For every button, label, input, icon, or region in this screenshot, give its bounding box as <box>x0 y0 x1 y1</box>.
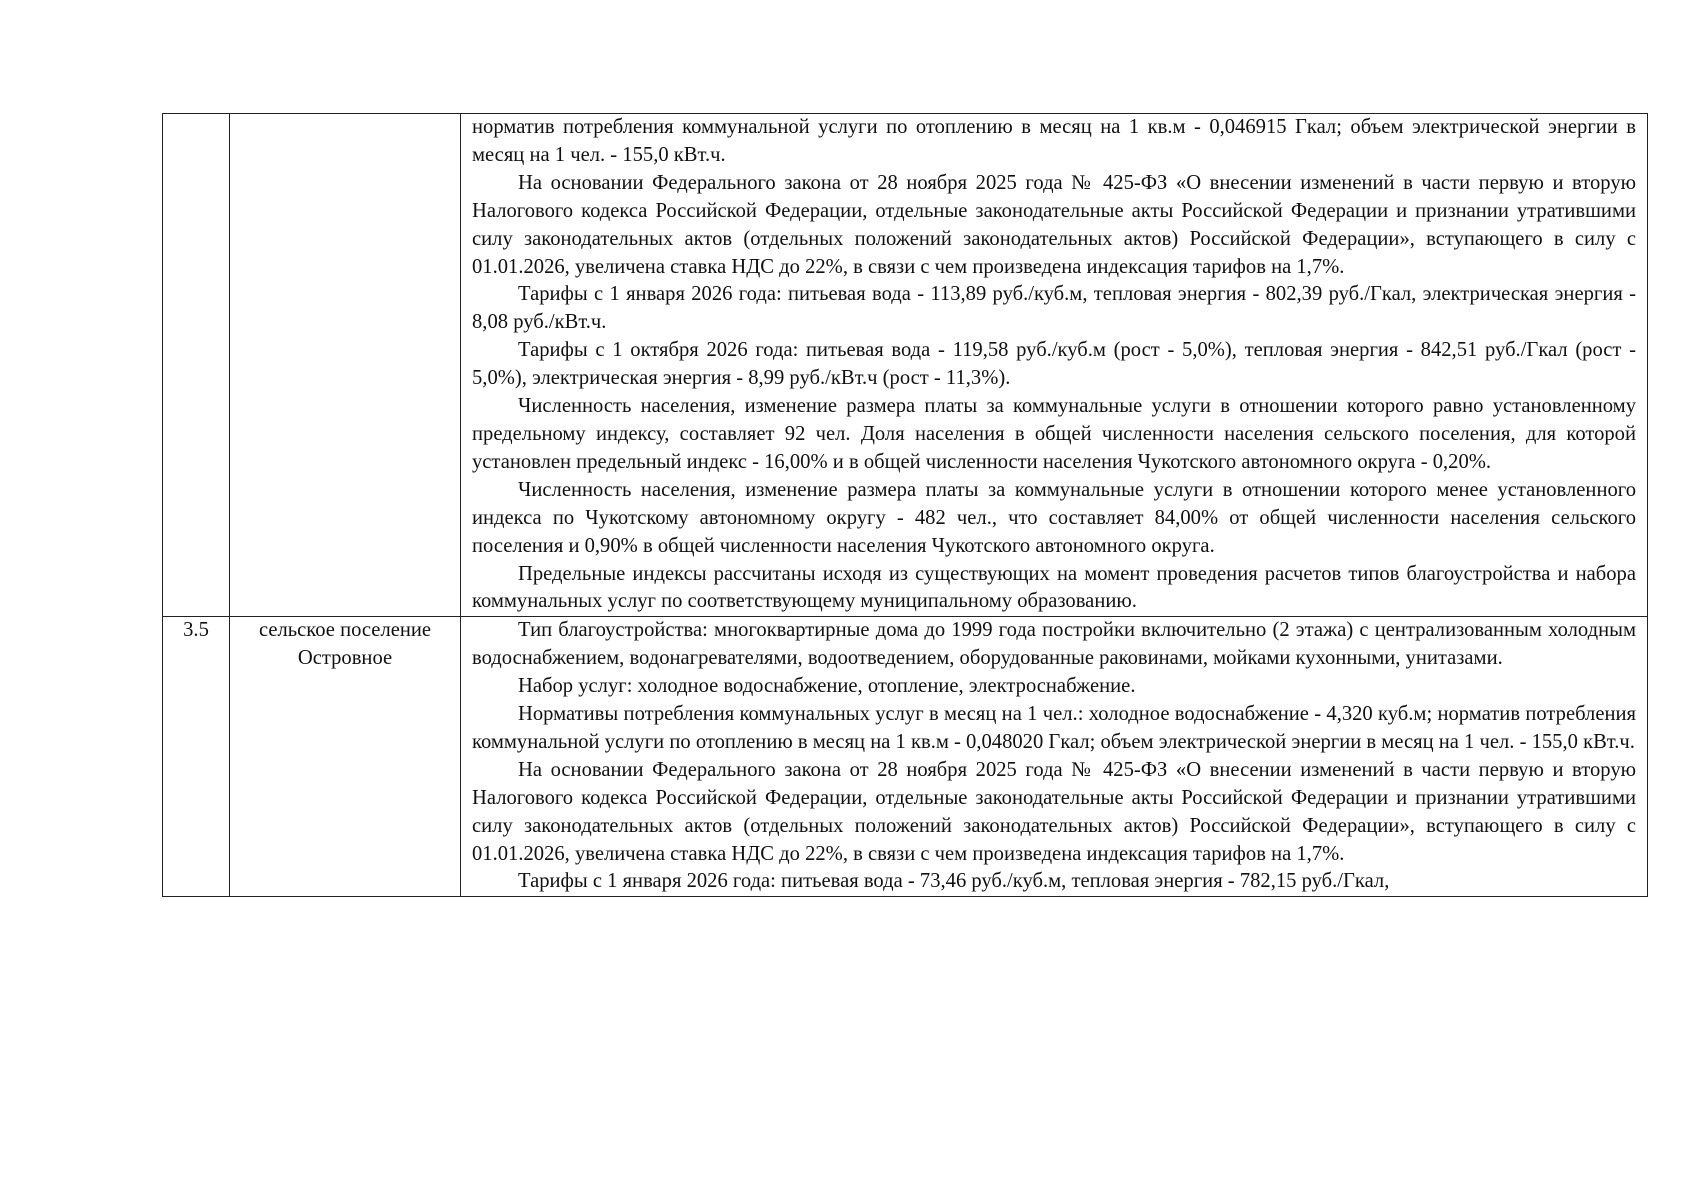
description-cell <box>461 114 1648 617</box>
paragraph: Тип благоустройства: многоквартирные дома до 1999 года постройки включительно (2 этажа) с централизованным холодным водоснабжением, водонагревателями, водоотведением, оборудованные раковинами, мойками кухонными, унитазами. <box>472 619 1636 670</box>
description-cell <box>461 617 1648 897</box>
settlement-name-cell <box>230 114 461 617</box>
paragraph: Тарифы с 1 января 2026 года: питьевая вода - 73,46 руб./куб.м, тепловая энергия - 782,15 руб./Гкал, <box>518 870 1390 893</box>
settlement-name: Островное <box>297 647 393 670</box>
table-row <box>163 617 1648 897</box>
paragraph: На основании Федерального закона от 28 ноября 2025 года № 425-ФЗ «О внесении изменений в части первую и вторую Налогового кодекса Российской Федерации, отдельные законодательные акты Российской Федерации и признании утратившими силу законодательных актов (отдельных положений законодательных актов) Российской Федерации», вступающего в силу с 01.01.2026, увеличена ставка НДС до 22%, в связи с чем произведена индексация тарифов на 1,7%. <box>472 758 1636 865</box>
row-number: 3.5 <box>183 619 209 642</box>
paragraph: Тарифы с 1 января 2026 года: питьевая вода - 113,89 руб./куб.м, тепловая энергия - 802,39 руб./Гкал, электрическая энергия - 8,08 руб./кВт.ч. <box>472 283 1636 334</box>
paragraph: Набор услуг: холодное водоснабжение, отопление, электроснабжение. <box>518 675 1136 698</box>
paragraph: Тарифы с 1 октября 2026 года: питьевая вода - 119,58 руб./куб.м (рост - 5,0%), тепловая энергия - 842,51 руб./Гкал (рост - 5,0%), электрическая энергия - 8,99 руб./кВт.ч (рост - 11,3%). <box>472 339 1636 390</box>
paragraph: На основании Федерального закона от 28 ноября 2025 года № 425-ФЗ «О внесении изменений в части первую и вторую Налогового кодекса Российской Федерации, отдельные законодательные акты Российской Федерации и признании утратившими силу законодательных актов (отдельных положений законодательных актов) Российской Федерации», вступающего в силу с 01.01.2026, увеличена ставка НДС до 22%, в связи с чем произведена индексация тарифов на 1,7%. <box>472 171 1636 278</box>
document-page <box>162 113 1636 897</box>
tariff-table <box>162 113 1648 897</box>
row-number-cell <box>163 114 230 617</box>
paragraph: Численность населения, изменение размера платы за коммунальные услуги в отношении которого менее установленного индекса по Чукотскому автономному округу - 482 чел., что составляет 84,00% от общей численности населения сельского поселения и 0,90% в общей численности населения Чукотского автономного округа. <box>472 478 1636 557</box>
paragraph: норматив потребления коммунальной услуги по отоплению в месяц на 1 кв.м - 0,046915 Гкал; объем электрической энергии в месяц на 1 чел. - 155,0 кВт.ч. <box>472 116 1636 166</box>
paragraph: Численность населения, изменение размера платы за коммунальные услуги в отношении которого равно установленному предельному индексу, составляет 92 чел. Доля населения в общей численности населения сельского поселения, для которой установлен предельный индекс - 16,00% и в общей численности населения Чукотского автономного округа - 0,20%. <box>472 395 1636 473</box>
table-row <box>163 114 1648 617</box>
settlement-type: сельское поселение <box>258 619 432 642</box>
paragraph: Нормативы потребления коммунальных услуг в месяц на 1 чел.: холодное водоснабжение - 4,320 куб.м; норматив потребления коммунальной услуги по отоплению в месяц на 1 кв.м - 0,048020 Гкал; объем электрической энергии в месяц на 1 чел. - 155,0 кВт.ч. <box>472 703 1636 753</box>
settlement-name-cell <box>230 617 461 897</box>
paragraph: Предельные индексы рассчитаны исходя из существующих на момент проведения расчетов типов благоустройства и набора коммунальных услуг по соответствующему муниципальному образованию. <box>472 562 1636 613</box>
row-number-cell <box>163 617 230 897</box>
